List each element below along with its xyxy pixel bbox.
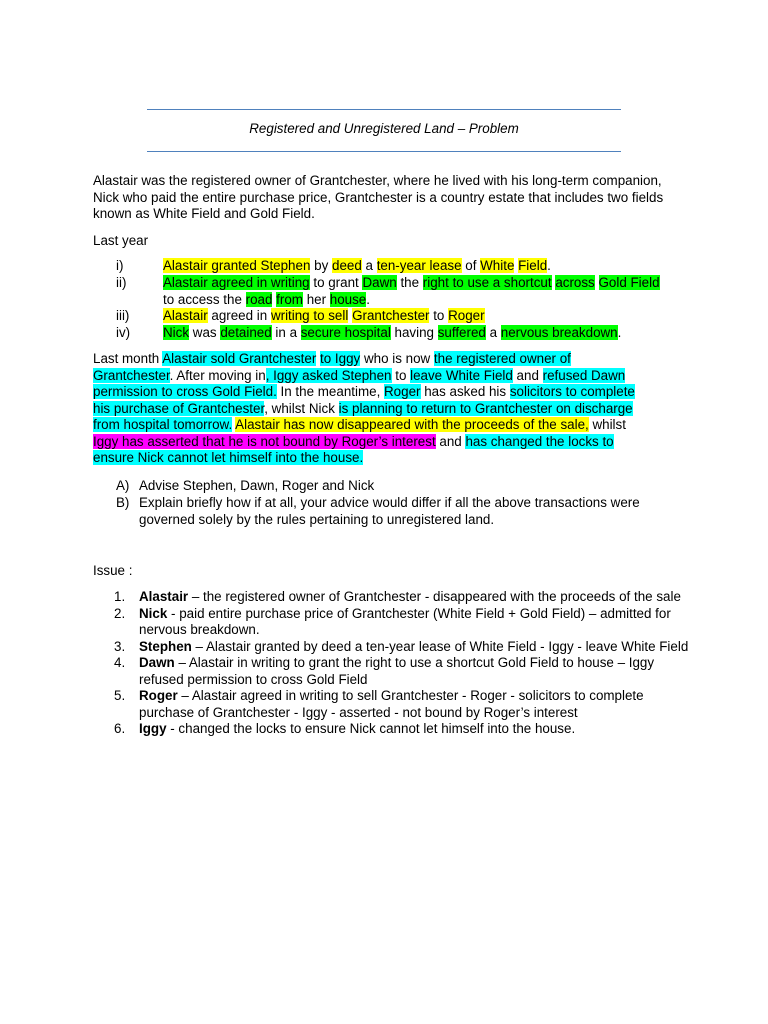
text-run [595,275,599,290]
highlighted-text: across [555,275,595,290]
list-item-text [163,308,663,325]
issue-text: - paid entire purchase price of Grantchester (White Field + Gold Field) – admitted for nervous breakdown. [139,605,671,637]
text-run: to grant [309,275,363,290]
party-name: Stephen [139,638,192,654]
highlighted-text: right to use a shortcut [422,275,552,290]
issue-text: - changed the locks to ensure Nick cannot let himself into the house. [166,721,576,736]
issue-label: Issue : [93,563,133,578]
highlighted-text: from [276,291,303,307]
highlighted-text: suffered [437,325,486,340]
text-run: her [302,291,330,307]
list-marker: iii) [116,308,130,323]
list-item-text [163,258,663,275]
highlighted-text: Alastair sold Grantchester [162,351,317,366]
highlighted-text: to Iggy [320,351,361,366]
highlighted-text: road [245,291,273,307]
text-run: by [310,258,332,273]
issue-number: 2. [114,605,126,621]
list-item-text [163,325,663,342]
issue-item [93,688,693,721]
party-name: Nick [139,605,168,621]
highlighted-text: house [329,291,367,307]
party-name: Roger [139,688,178,703]
highlighted-text: Alastair granted Stephen [163,258,311,273]
issue-number: 6. [114,721,126,736]
highlighted-text: White [480,258,515,273]
issue-text: – the registered owner of Grantchester - disappeared with the proceeds of the sale [188,589,681,604]
highlighted-text: solicitors to complete his purchase of Grantchester [93,384,635,416]
party-name: Iggy [139,721,167,736]
issue-item [93,606,693,639]
text-run: agreed in [207,308,271,323]
highlighted-text: Nick [163,325,190,340]
text-run: . [366,291,370,307]
text-run: has asked his [420,384,510,399]
list-marker: ii) [116,275,127,290]
party-name: Alastair [139,589,189,604]
highlighted-text: refused Dawn permission to cross Gold Field. [93,367,626,399]
issue-number: 1. [114,589,126,604]
task-text: Advise Stephen, Dawn, Roger and Nick [139,478,375,493]
text-run: in a [271,325,301,340]
issue-item [93,721,693,738]
text-run: of [461,258,481,273]
highlighted-text: Iggy has asserted that he is not bound by Roger’s interest [93,433,436,449]
header-rule-top [147,109,621,110]
text-run: to [391,367,411,383]
text-run: having [390,325,438,340]
highlighted-text: , Iggy asked Stephen [265,367,392,383]
issue-number: 4. [114,655,126,670]
list-marker: B) [116,495,130,510]
last-year-label: Last year [93,233,149,248]
text-run: a [361,258,377,273]
text-run: was [189,325,221,340]
highlighted-text: ten-year lease [376,258,462,273]
text-run: and [435,433,466,449]
list-marker: i) [116,258,124,273]
highlighted-text: Grantchester [352,308,430,323]
text-run: whilst [588,417,626,432]
text-run: In the meantime, [276,384,385,399]
highlighted-text: Dawn [362,275,397,290]
text-run: to [429,308,449,323]
party-name: Dawn [139,655,175,670]
intro-paragraph: Alastair was the registered owner of Grantchester, where he lived with his long-term companion, Nick who paid the entire purchase price, Grantchester is a country estate that includes two fields known as White Field and Gold Field. [93,173,664,221]
highlighted-text: Field [518,258,548,273]
issue-list [93,589,693,738]
text-run: the [396,275,423,290]
text-run: . After moving in [169,367,266,383]
text-run: to access the [163,291,246,307]
issue-number: 5. [114,688,126,703]
text-run: and [512,367,543,383]
text-run: Last month [93,351,163,366]
highlighted-text: Roger [384,384,421,399]
highlighted-text: is planning to return to Grantchester on discharge from hospital tomorrow. [93,400,633,432]
issue-number: 3. [114,638,126,654]
header-rule-bottom [147,151,621,152]
highlighted-text: Alastair has now disappeared with the proceeds of the sale, [235,417,589,432]
text-run: , whilst Nick [264,400,339,416]
issue-text: – Alastair in writing to grant the right to use a shortcut Gold Field to house – Iggy refused permission to cross Gold Field [139,655,655,687]
task-text: Explain briefly how if at all, your advice would differ if all the above transactions were governed solely by the rules pertaining to unregistered land. [139,495,640,527]
list-marker: iv) [116,325,131,340]
issue-item [93,639,693,656]
highlighted-text: the registered owner of Grantchester [93,351,571,383]
issue-text: – Alastair agreed in writing to sell Grantchester - Roger - solicitors to complete purchase of Grantchester - Iggy - asserted - not bound by Roger’s interest [139,688,644,720]
text-run: a [485,325,501,340]
highlighted-text: nervous breakdown [500,325,618,340]
issue-text: – Alastair granted by deed a ten-year lease of White Field - Iggy - leave White Field [191,638,689,654]
highlighted-text: writing to sell [270,308,349,323]
last-month-paragraph [93,351,653,467]
highlighted-text: Gold Field [598,275,660,290]
highlighted-text: Alastair agreed in writing [163,275,310,290]
list-marker: A) [116,478,130,493]
text-run: . [617,325,622,340]
issue-item [93,655,693,688]
highlighted-text: Alastair [163,308,208,323]
issue-item [93,589,693,606]
text-run: who is now [360,351,434,366]
highlighted-text: has changed the locks to ensure Nick cannot let himself into the house. [93,433,614,465]
highlighted-text: detained [220,325,272,340]
highlighted-text: secure hospital [300,325,391,340]
list-item-text [163,275,663,308]
highlighted-text: Roger [448,308,485,323]
highlighted-text: deed [332,258,362,273]
document-title: Registered and Unregistered Land – Problem [249,121,519,136]
highlighted-text: leave White Field [410,367,513,383]
text-run: . [547,258,551,273]
